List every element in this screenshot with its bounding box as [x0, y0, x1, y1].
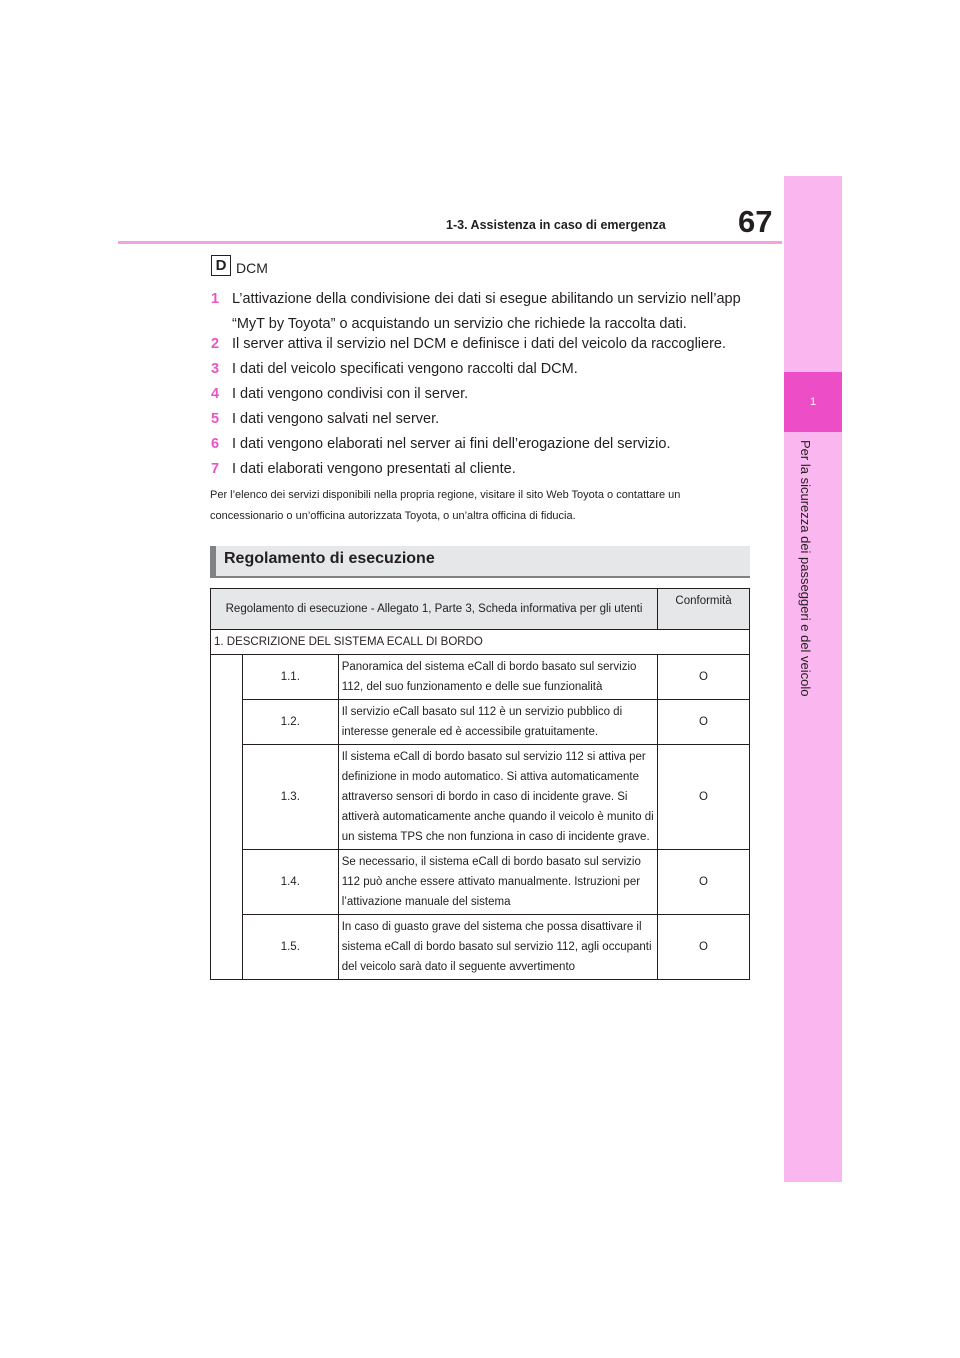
block-label: DCM	[236, 260, 268, 276]
page-number: 67	[738, 204, 773, 239]
step-text: I dati vengono salvati nel server.	[232, 411, 440, 427]
section-heading-bar	[210, 546, 216, 576]
step-text: I dati elaborati vengono presentati al cliente.	[232, 461, 516, 477]
table-cell-desc: In caso di guasto grave del sistema che possa disattivare il sistema eCall di bordo basato sul servizio 112, agli occupanti del veicolo sarà dato il seguente avvertimento	[338, 915, 657, 980]
table-row	[211, 745, 750, 850]
table-row	[211, 700, 750, 745]
table-cell-ok: O	[658, 655, 750, 700]
table-row	[211, 915, 750, 980]
table-cell-desc: Se necessario, il sistema eCall di bordo basato sul servizio 112 può anche essere attivato manualmente. Istruzioni per l’attivazione manuale del sistema	[338, 850, 657, 915]
table-cell-desc: Il sistema eCall di bordo basato sul servizio 112 si attiva per definizione in modo automatico. Si attiva automaticamente attraverso sensori di bordo in caso di incidente grave. Si attiverà automaticamente anche quando il veicolo è munito di un sistema TPS che non funziona in caso di incidente grave.	[338, 745, 657, 850]
table-cell-ref: 1.4.	[242, 850, 338, 915]
step-number: 7	[211, 461, 220, 477]
step-text: L’attivazione della condivisione dei dati si esegue abilitando un servizio nell’app “MyT by Toyota” o acquistando un servizio che richiede la raccolta dati.	[232, 291, 741, 332]
table-row	[211, 850, 750, 915]
step-item	[211, 457, 751, 482]
table-cell-ref: 1.3.	[242, 745, 338, 850]
table-row	[211, 655, 750, 700]
step-number: 5	[211, 411, 220, 427]
step-number: 2	[211, 336, 220, 352]
chapter-number: 1	[809, 396, 817, 408]
chapter-title-tab	[784, 440, 842, 740]
step-item	[211, 382, 751, 407]
table-cell-ok: O	[658, 700, 750, 745]
step-number: 4	[211, 386, 220, 402]
step-item	[211, 357, 751, 382]
header-rule	[118, 241, 782, 244]
step-text: Il server attiva il servizio nel DCM e definisce i dati del veicolo da raccogliere.	[232, 336, 727, 352]
step-text: I dati vengono elaborati nel server ai fini dell’erogazione del servizio.	[232, 436, 671, 452]
table-cell-ok: O	[658, 745, 750, 850]
step-text: I dati vengono condivisi con il server.	[232, 386, 469, 402]
table-cell-ok: O	[658, 850, 750, 915]
table-cell-ok: O	[658, 915, 750, 980]
table-indent-cell	[211, 655, 243, 980]
table-cell-ref: 1.5.	[242, 915, 338, 980]
step-item	[211, 287, 751, 337]
step-text: I dati del veicolo specificati vengono raccolti dal DCM.	[232, 361, 578, 377]
table-cell-ref: 1.1.	[242, 655, 338, 700]
section-header-title: 1-3. Assistenza in caso di emergenza	[446, 218, 666, 232]
table-group-row	[211, 630, 750, 655]
table-header-left: Regolamento di esecuzione - Allegato 1, Parte 3, Scheda informativa per gli utenti	[211, 589, 658, 630]
block-badge: D	[211, 255, 231, 276]
chapter-title: Per la sicurezza dei passeggeri e del veicolo	[798, 440, 813, 697]
step-number: 3	[211, 361, 220, 377]
table-header-right: Conformità	[658, 589, 750, 630]
section-heading-title: Regolamento di esecuzione	[224, 550, 435, 567]
table-header-row	[211, 589, 750, 630]
table-group-title: 1. DESCRIZIONE DEL SISTEMA ECALL DI BORDO	[211, 630, 750, 655]
regulation-table	[210, 588, 750, 980]
section-heading	[210, 546, 750, 578]
table-cell-desc: Il servizio eCall basato sul 112 è un servizio pubblico di interesse generale ed è accessibile gratuitamente.	[338, 700, 657, 745]
table-cell-ref: 1.2.	[242, 700, 338, 745]
note-text: Per l’elenco dei servizi disponibili nella propria regione, visitare il sito Web Toyota o contattare un concessionario o un’officina autorizzata Toyota, o un’altra officina di fiducia.	[210, 489, 681, 522]
step-item	[211, 432, 751, 457]
chapter-number-tab	[784, 372, 842, 432]
step-item	[211, 332, 751, 357]
table-cell-desc: Panoramica del sistema eCall di bordo basato sul servizio 112, del suo funzionamento e delle sue funzionalità	[338, 655, 657, 700]
step-item	[211, 407, 751, 432]
step-number: 6	[211, 436, 220, 452]
step-number: 1	[211, 291, 220, 307]
